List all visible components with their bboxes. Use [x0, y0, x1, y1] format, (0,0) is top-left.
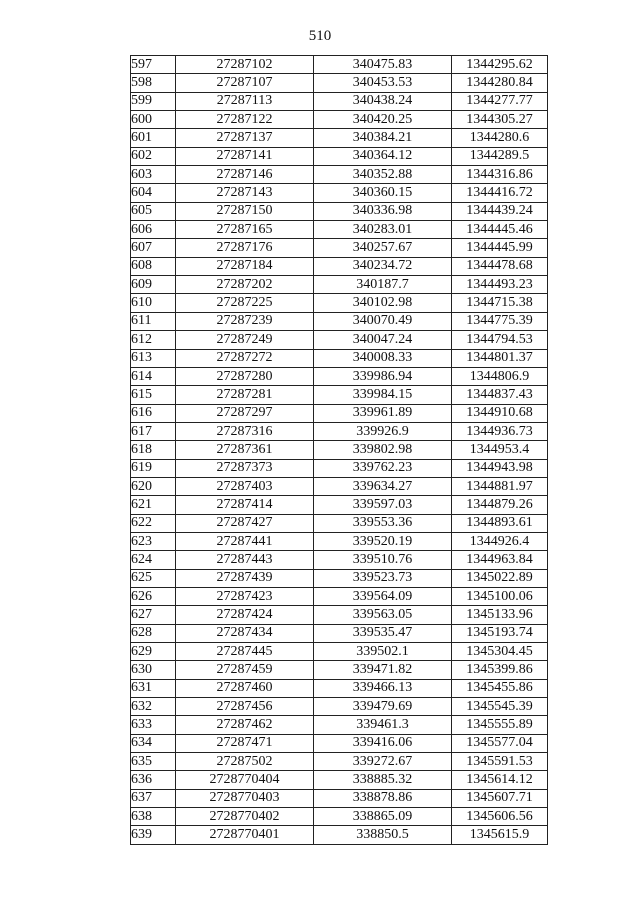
- table-row: [131, 624, 548, 642]
- table-row: [131, 551, 548, 569]
- table-row: [131, 221, 548, 239]
- table-row: [131, 826, 548, 844]
- row-index-cell: 639: [131, 826, 176, 844]
- y-coordinate-cell: 1344893.61: [452, 514, 548, 532]
- page-number: 510: [308, 28, 332, 44]
- x-coordinate-cell: 340384.21: [314, 129, 452, 147]
- row-index-cell: 627: [131, 606, 176, 624]
- table-row: [131, 789, 548, 807]
- point-id-cell: 27287249: [176, 331, 314, 349]
- x-coordinate-cell: 339520.19: [314, 532, 452, 550]
- y-coordinate-cell: 1345615.9: [452, 826, 548, 844]
- table-row: [131, 716, 548, 734]
- point-id-cell: 27287239: [176, 312, 314, 330]
- y-coordinate-cell: 1344775.39: [452, 312, 548, 330]
- y-coordinate-cell: 1344305.27: [452, 111, 548, 129]
- row-index-cell: 615: [131, 386, 176, 404]
- row-index-cell: 622: [131, 514, 176, 532]
- x-coordinate-cell: 339986.94: [314, 367, 452, 385]
- table-row: [131, 386, 548, 404]
- row-index-cell: 598: [131, 74, 176, 92]
- y-coordinate-cell: 1344445.46: [452, 221, 548, 239]
- row-index-cell: 628: [131, 624, 176, 642]
- row-index-cell: 597: [131, 56, 176, 74]
- y-coordinate-cell: 1344715.38: [452, 294, 548, 312]
- point-id-cell: 27287122: [176, 111, 314, 129]
- y-coordinate-cell: 1345193.74: [452, 624, 548, 642]
- point-id-cell: 27287445: [176, 643, 314, 661]
- x-coordinate-cell: 339564.09: [314, 587, 452, 605]
- point-id-cell: 27287280: [176, 367, 314, 385]
- row-index-cell: 599: [131, 92, 176, 110]
- row-index-cell: 632: [131, 698, 176, 716]
- x-coordinate-cell: 339563.05: [314, 606, 452, 624]
- y-coordinate-cell: 1344277.77: [452, 92, 548, 110]
- y-coordinate-cell: 1344295.62: [452, 56, 548, 74]
- table-row: [131, 771, 548, 789]
- y-coordinate-cell: 1344289.5: [452, 147, 548, 165]
- row-index-cell: 610: [131, 294, 176, 312]
- coordinates-table: [130, 55, 548, 845]
- x-coordinate-cell: 339762.23: [314, 459, 452, 477]
- x-coordinate-cell: 339466.13: [314, 679, 452, 697]
- y-coordinate-cell: 1344794.53: [452, 331, 548, 349]
- y-coordinate-cell: 1344879.26: [452, 496, 548, 514]
- x-coordinate-cell: 340336.98: [314, 202, 452, 220]
- x-coordinate-cell: 339926.9: [314, 422, 452, 440]
- point-id-cell: 27287143: [176, 184, 314, 202]
- point-id-cell: 27287434: [176, 624, 314, 642]
- x-coordinate-cell: 339461.3: [314, 716, 452, 734]
- x-coordinate-cell: 340360.15: [314, 184, 452, 202]
- point-id-cell: 2728770401: [176, 826, 314, 844]
- table-row: [131, 147, 548, 165]
- table-row: [131, 202, 548, 220]
- y-coordinate-cell: 1344881.97: [452, 477, 548, 495]
- row-index-cell: 601: [131, 129, 176, 147]
- point-id-cell: 27287424: [176, 606, 314, 624]
- x-coordinate-cell: 340008.33: [314, 349, 452, 367]
- x-coordinate-cell: 338878.86: [314, 789, 452, 807]
- point-id-cell: 27287225: [176, 294, 314, 312]
- y-coordinate-cell: 1344416.72: [452, 184, 548, 202]
- row-index-cell: 629: [131, 643, 176, 661]
- table-row: [131, 166, 548, 184]
- row-index-cell: 638: [131, 808, 176, 826]
- x-coordinate-cell: 340438.24: [314, 92, 452, 110]
- table-row: [131, 679, 548, 697]
- point-id-cell: 27287462: [176, 716, 314, 734]
- x-coordinate-cell: 339471.82: [314, 661, 452, 679]
- table-row: [131, 92, 548, 110]
- table-row: [131, 808, 548, 826]
- point-id-cell: 27287272: [176, 349, 314, 367]
- row-index-cell: 607: [131, 239, 176, 257]
- point-id-cell: 27287373: [176, 459, 314, 477]
- y-coordinate-cell: 1345545.39: [452, 698, 548, 716]
- y-coordinate-cell: 1344837.43: [452, 386, 548, 404]
- x-coordinate-cell: 339479.69: [314, 698, 452, 716]
- row-index-cell: 609: [131, 276, 176, 294]
- row-index-cell: 637: [131, 789, 176, 807]
- row-index-cell: 616: [131, 404, 176, 422]
- table-row: [131, 753, 548, 771]
- y-coordinate-cell: 1345304.45: [452, 643, 548, 661]
- point-id-cell: 27287361: [176, 441, 314, 459]
- row-index-cell: 606: [131, 221, 176, 239]
- x-coordinate-cell: 338850.5: [314, 826, 452, 844]
- point-id-cell: 27287137: [176, 129, 314, 147]
- row-index-cell: 611: [131, 312, 176, 330]
- y-coordinate-cell: 1344280.6: [452, 129, 548, 147]
- table-row: [131, 312, 548, 330]
- x-coordinate-cell: 339553.36: [314, 514, 452, 532]
- table-row: [131, 606, 548, 624]
- x-coordinate-cell: 338885.32: [314, 771, 452, 789]
- table-row: [131, 294, 548, 312]
- table-row: [131, 569, 548, 587]
- x-coordinate-cell: 340475.83: [314, 56, 452, 74]
- x-coordinate-cell: 339984.15: [314, 386, 452, 404]
- table-row: [131, 111, 548, 129]
- table-row: [131, 257, 548, 275]
- table-row: [131, 587, 548, 605]
- x-coordinate-cell: 340234.72: [314, 257, 452, 275]
- x-coordinate-cell: 340352.88: [314, 166, 452, 184]
- point-id-cell: 27287281: [176, 386, 314, 404]
- row-index-cell: 619: [131, 459, 176, 477]
- row-index-cell: 603: [131, 166, 176, 184]
- point-id-cell: 27287146: [176, 166, 314, 184]
- x-coordinate-cell: 339510.76: [314, 551, 452, 569]
- y-coordinate-cell: 1344953.4: [452, 441, 548, 459]
- point-id-cell: 27287141: [176, 147, 314, 165]
- point-id-cell: 27287150: [176, 202, 314, 220]
- table-row: [131, 459, 548, 477]
- point-id-cell: 27287441: [176, 532, 314, 550]
- row-index-cell: 613: [131, 349, 176, 367]
- table-row: [131, 349, 548, 367]
- x-coordinate-cell: 340420.25: [314, 111, 452, 129]
- y-coordinate-cell: 1345607.71: [452, 789, 548, 807]
- row-index-cell: 621: [131, 496, 176, 514]
- table-row: [131, 276, 548, 294]
- y-coordinate-cell: 1344806.9: [452, 367, 548, 385]
- x-coordinate-cell: 340070.49: [314, 312, 452, 330]
- table-row: [131, 441, 548, 459]
- point-id-cell: 2728770403: [176, 789, 314, 807]
- x-coordinate-cell: 340102.98: [314, 294, 452, 312]
- y-coordinate-cell: 1345577.04: [452, 734, 548, 752]
- table-row: [131, 239, 548, 257]
- table-row: [131, 404, 548, 422]
- y-coordinate-cell: 1344936.73: [452, 422, 548, 440]
- coordinates-table-body: [131, 56, 548, 845]
- x-coordinate-cell: 340283.01: [314, 221, 452, 239]
- table-row: [131, 74, 548, 92]
- row-index-cell: 636: [131, 771, 176, 789]
- y-coordinate-cell: 1345022.89: [452, 569, 548, 587]
- row-index-cell: 631: [131, 679, 176, 697]
- point-id-cell: 27287113: [176, 92, 314, 110]
- row-index-cell: 630: [131, 661, 176, 679]
- row-index-cell: 623: [131, 532, 176, 550]
- row-index-cell: 618: [131, 441, 176, 459]
- row-index-cell: 602: [131, 147, 176, 165]
- row-index-cell: 617: [131, 422, 176, 440]
- table-row: [131, 129, 548, 147]
- row-index-cell: 620: [131, 477, 176, 495]
- x-coordinate-cell: 339961.89: [314, 404, 452, 422]
- x-coordinate-cell: 339634.27: [314, 477, 452, 495]
- point-id-cell: 27287471: [176, 734, 314, 752]
- y-coordinate-cell: 1345100.06: [452, 587, 548, 605]
- x-coordinate-cell: 340453.53: [314, 74, 452, 92]
- table-row: [131, 477, 548, 495]
- y-coordinate-cell: 1345399.86: [452, 661, 548, 679]
- table-row: [131, 422, 548, 440]
- row-index-cell: 614: [131, 367, 176, 385]
- point-id-cell: 27287502: [176, 753, 314, 771]
- table-row: [131, 331, 548, 349]
- x-coordinate-cell: 338865.09: [314, 808, 452, 826]
- row-index-cell: 600: [131, 111, 176, 129]
- row-index-cell: 634: [131, 734, 176, 752]
- table-row: [131, 496, 548, 514]
- y-coordinate-cell: 1344280.84: [452, 74, 548, 92]
- point-id-cell: 2728770402: [176, 808, 314, 826]
- row-index-cell: 633: [131, 716, 176, 734]
- y-coordinate-cell: 1345133.96: [452, 606, 548, 624]
- y-coordinate-cell: 1345614.12: [452, 771, 548, 789]
- point-id-cell: 27287176: [176, 239, 314, 257]
- x-coordinate-cell: 339523.73: [314, 569, 452, 587]
- table-row: [131, 661, 548, 679]
- x-coordinate-cell: 339535.47: [314, 624, 452, 642]
- x-coordinate-cell: 340187.7: [314, 276, 452, 294]
- table-row: [131, 367, 548, 385]
- point-id-cell: 27287102: [176, 56, 314, 74]
- point-id-cell: 2728770404: [176, 771, 314, 789]
- x-coordinate-cell: 339802.98: [314, 441, 452, 459]
- point-id-cell: 27287165: [176, 221, 314, 239]
- y-coordinate-cell: 1344316.86: [452, 166, 548, 184]
- point-id-cell: 27287184: [176, 257, 314, 275]
- y-coordinate-cell: 1345555.89: [452, 716, 548, 734]
- point-id-cell: 27287423: [176, 587, 314, 605]
- row-index-cell: 608: [131, 257, 176, 275]
- x-coordinate-cell: 340047.24: [314, 331, 452, 349]
- row-index-cell: 612: [131, 331, 176, 349]
- y-coordinate-cell: 1344801.37: [452, 349, 548, 367]
- y-coordinate-cell: 1345591.53: [452, 753, 548, 771]
- table-row: [131, 56, 548, 74]
- y-coordinate-cell: 1344493.23: [452, 276, 548, 294]
- y-coordinate-cell: 1345455.86: [452, 679, 548, 697]
- y-coordinate-cell: 1344445.99: [452, 239, 548, 257]
- table-row: [131, 643, 548, 661]
- y-coordinate-cell: 1344439.24: [452, 202, 548, 220]
- point-id-cell: 27287427: [176, 514, 314, 532]
- row-index-cell: 624: [131, 551, 176, 569]
- point-id-cell: 27287460: [176, 679, 314, 697]
- row-index-cell: 605: [131, 202, 176, 220]
- y-coordinate-cell: 1344943.98: [452, 459, 548, 477]
- point-id-cell: 27287459: [176, 661, 314, 679]
- table-row: [131, 184, 548, 202]
- table-row: [131, 734, 548, 752]
- table-row: [131, 514, 548, 532]
- row-index-cell: 635: [131, 753, 176, 771]
- point-id-cell: 27287107: [176, 74, 314, 92]
- point-id-cell: 27287439: [176, 569, 314, 587]
- y-coordinate-cell: 1344926.4: [452, 532, 548, 550]
- x-coordinate-cell: 339502.1: [314, 643, 452, 661]
- y-coordinate-cell: 1344963.84: [452, 551, 548, 569]
- point-id-cell: 27287443: [176, 551, 314, 569]
- row-index-cell: 625: [131, 569, 176, 587]
- table-row: [131, 532, 548, 550]
- x-coordinate-cell: 339416.06: [314, 734, 452, 752]
- point-id-cell: 27287316: [176, 422, 314, 440]
- x-coordinate-cell: 339272.67: [314, 753, 452, 771]
- x-coordinate-cell: 340257.67: [314, 239, 452, 257]
- point-id-cell: 27287202: [176, 276, 314, 294]
- point-id-cell: 27287414: [176, 496, 314, 514]
- y-coordinate-cell: 1345606.56: [452, 808, 548, 826]
- row-index-cell: 626: [131, 587, 176, 605]
- point-id-cell: 27287403: [176, 477, 314, 495]
- table-row: [131, 698, 548, 716]
- row-index-cell: 604: [131, 184, 176, 202]
- x-coordinate-cell: 340364.12: [314, 147, 452, 165]
- point-id-cell: 27287297: [176, 404, 314, 422]
- point-id-cell: 27287456: [176, 698, 314, 716]
- y-coordinate-cell: 1344478.68: [452, 257, 548, 275]
- x-coordinate-cell: 339597.03: [314, 496, 452, 514]
- y-coordinate-cell: 1344910.68: [452, 404, 548, 422]
